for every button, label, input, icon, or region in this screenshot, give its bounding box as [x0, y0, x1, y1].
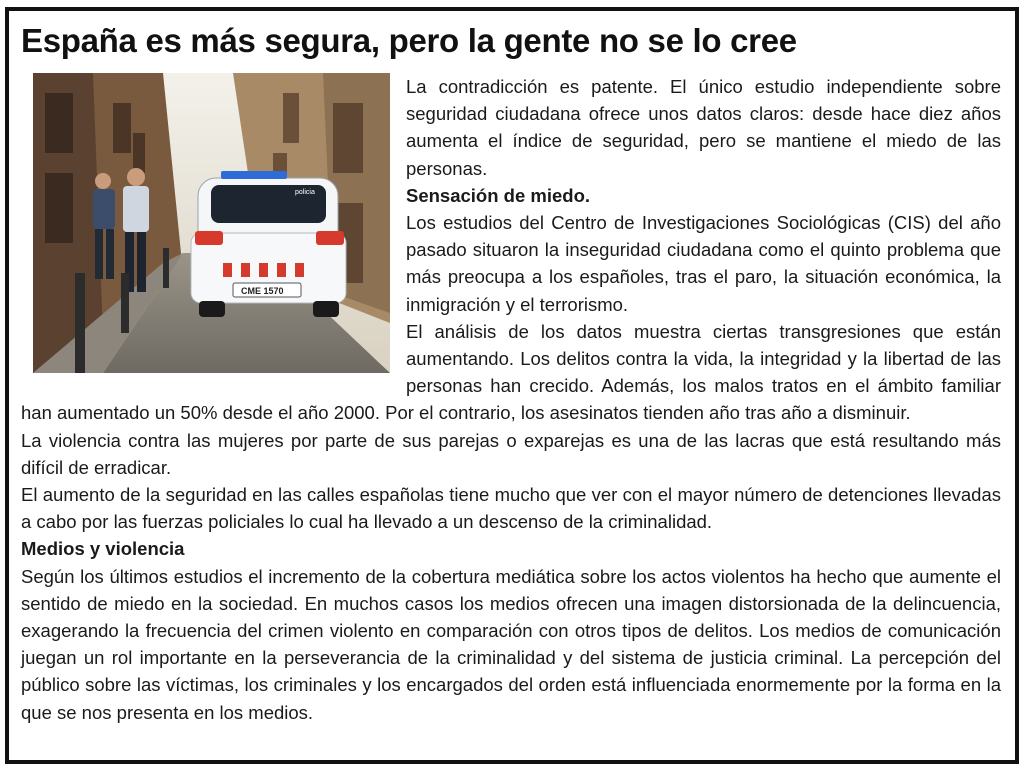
license-plate: CME 1570 — [241, 286, 284, 296]
car-label: policia — [295, 189, 315, 196]
paragraph-cis: Los estudios del Centro de Investigaciones Sociológicas (CIS) del año pasado situaron la inseguridad ciudadana como el quinto problema que más preocupa a los españoles, tras el paro, la situación económica, la inmigración y el terrorismo. — [406, 212, 1001, 315]
subheading-medios: Medios y violencia — [21, 538, 185, 560]
article-body — [21, 73, 1001, 726]
paragraph-analisis: El análisis de los datos muestra ciertas transgresiones que están aumentando. Los delitos contra la vida, la integridad y la libertad de las personas han crecido. Además, los malos tratos en el ámbito familiar han aumentado un 50% desde el año 2000. Por el contrario, los asesinatos tienden año tras año a disminuir. — [21, 320, 1001, 424]
paragraph-seguridad: El aumento de la seguridad en las calles españolas tiene mucho que ver con el mayor número de detenciones llevadas a cabo por las fuerzas policiales lo cual ha llevado a un descenso de la criminalidad. — [21, 484, 1001, 533]
subheading-miedo: Sensación de miedo. — [406, 184, 591, 206]
article-title: España es más segura, pero la gente no se lo cree — [21, 22, 797, 59]
police-car — [191, 171, 346, 317]
paragraph-medios: Según los últimos estudios el incremento de la cobertura mediática sobre los actos violentos ha hecho que aumente el sentido de miedo en la sociedad. En muchos casos los medios ofrecen una imagen distorsionada de la delincuencia, exagerando la frecuencia del crimen violento en comparación con otros tipos de delitos. Los medios de comunicación juegan un rol importante en la perseverancia de la criminalidad y del sistema de justicia criminal. La percepción del público sobre las víctimas, los criminales y los encargados del orden está influenciada enormemente por la forma en la que se nos presenta en los medios. — [21, 565, 1001, 723]
paragraph-violencia: La violencia contra las mujeres por parte de sus parejas o exparejas es una de las lacras que está resultando más difícil de erradicar. — [21, 429, 1001, 478]
article-frame — [5, 7, 1019, 764]
police-car-photo — [33, 73, 390, 373]
paragraph-intro: La contradicción es patente. El único estudio independiente sobre seguridad ciudadana ofrece unos datos claros: desde hace diez años aumenta el índice de seguridad, pero se mantiene el miedo de las personas. — [406, 76, 1001, 179]
